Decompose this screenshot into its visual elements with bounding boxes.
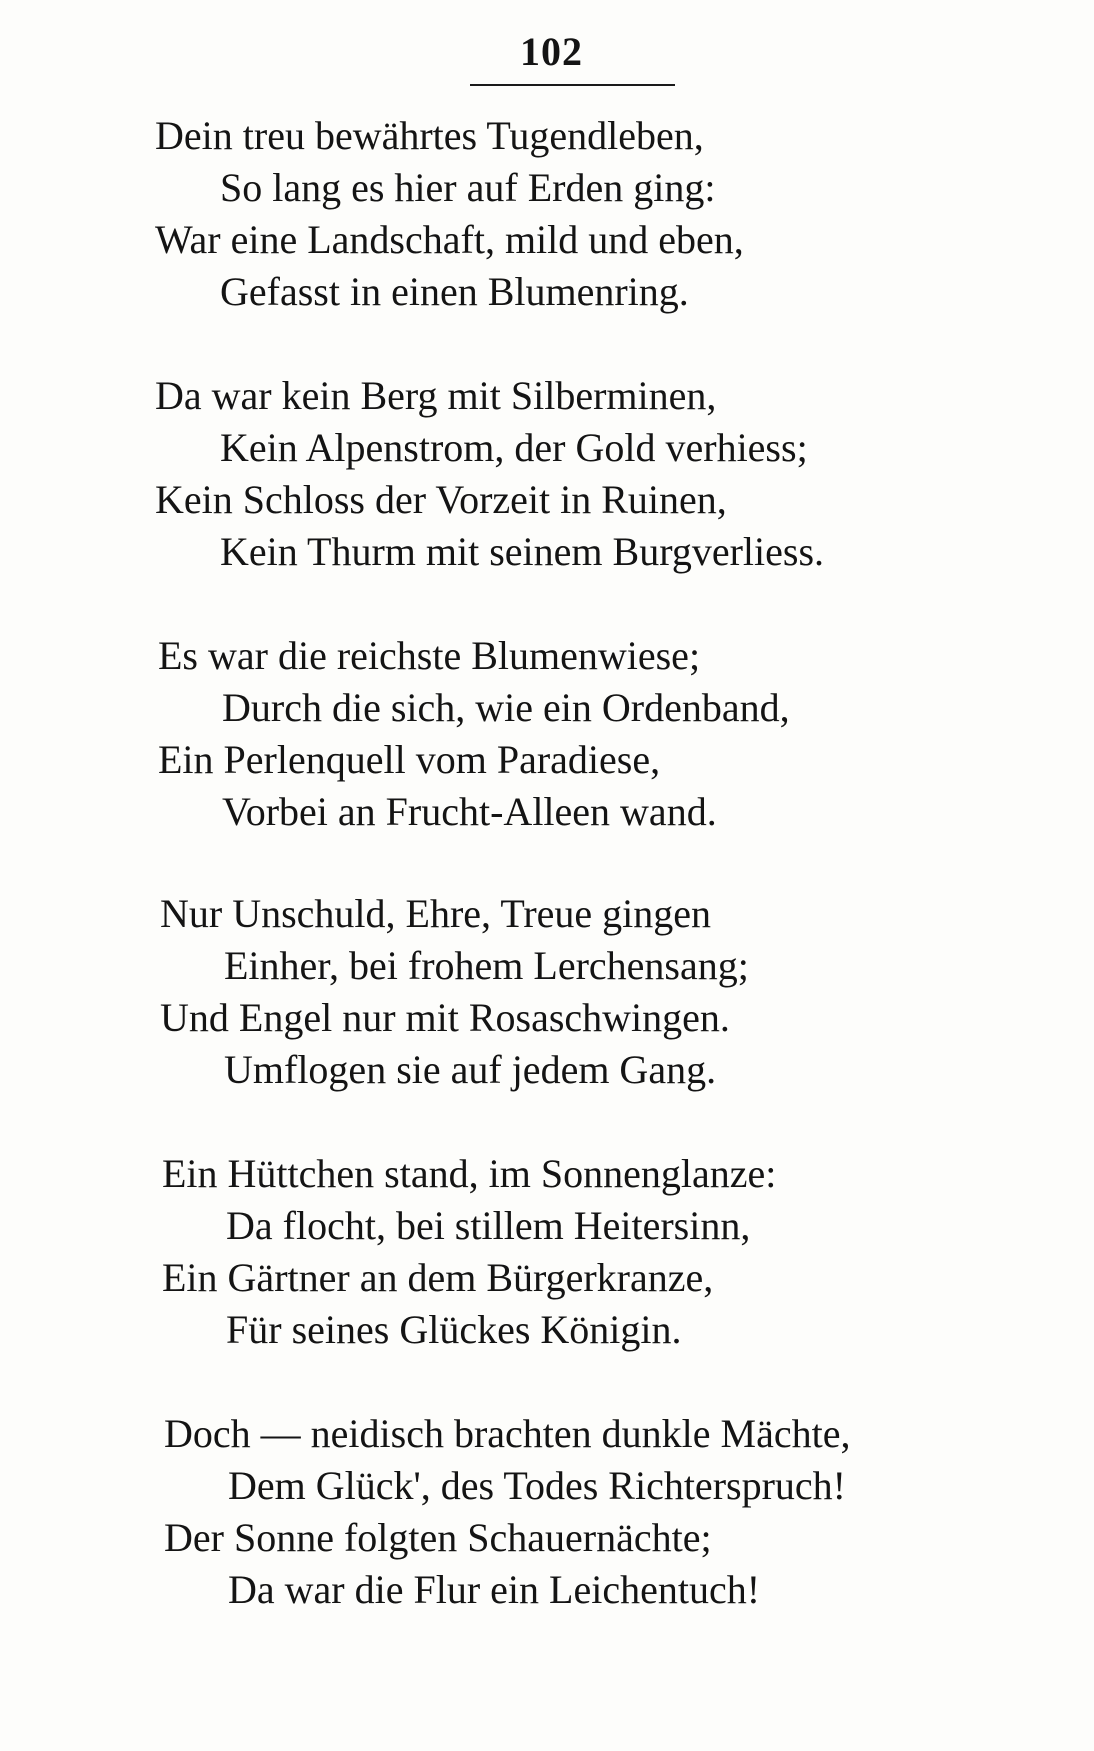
stanza-3-line-4: Vorbei an Frucht-Alleen wand. <box>222 789 717 834</box>
stanza-5-line-4: Für seines Glückes Königin. <box>226 1307 682 1352</box>
stanza-5-line-3: Ein Gärtner an dem Bürgerkranze, <box>162 1255 714 1300</box>
stanza-4-line-1: Nur Unschuld, Ehre, Treue gingen <box>160 891 712 936</box>
stanza-3-line-2: Durch die sich, wie ein Ordenband, <box>222 685 790 730</box>
stanza-2-line-1: Da war kein Berg mit Silberminen, <box>155 373 717 418</box>
stanza-1-line-4: Gefasst in einen Blumenring. <box>220 269 689 314</box>
header-rule <box>470 84 675 86</box>
stanza-6-line-1: Doch — neidisch brachten dunkle Mächte, <box>164 1411 851 1456</box>
stanza-1-line-3: War eine Landschaft, mild und eben, <box>155 217 744 262</box>
stanza-4-line-2: Einher, bei frohem Lerchensang; <box>224 943 749 988</box>
stanza-5-line-1: Ein Hüttchen stand, im Sonnenglanze: <box>162 1151 777 1196</box>
stanza-3-line-1: Es war die reichste Blumenwiese; <box>158 633 701 678</box>
stanza-6-line-3: Der Sonne folgten Schauernächte; <box>164 1515 712 1560</box>
stanza-4-line-3: Und Engel nur mit Rosaschwingen. <box>160 995 730 1040</box>
stanza-5-line-2: Da flocht, bei stillem Heitersinn, <box>226 1203 751 1248</box>
stanza-2-line-4: Kein Thurm mit seinem Burgverliess. <box>220 529 825 574</box>
stanza-2-line-3: Kein Schloss der Vorzeit in Ruinen, <box>155 477 727 522</box>
stanza-4-line-4: Umflogen sie auf jedem Gang. <box>224 1047 717 1092</box>
stanza-1-line-1: Dein treu bewährtes Tugendleben, <box>155 113 704 158</box>
page-number: 102 <box>520 29 583 74</box>
stanza-6-line-4: Da war die Flur ein Leichentuch! <box>228 1567 761 1612</box>
stanza-2-line-2: Kein Alpenstrom, der Gold verhiess; <box>220 425 808 470</box>
stanza-1-line-2: So lang es hier auf Erden ging: <box>220 165 716 210</box>
stanza-3-line-3: Ein Perlenquell vom Paradiese, <box>158 737 661 782</box>
stanza-6-line-2: Dem Glück', des Todes Richterspruch! <box>228 1463 846 1508</box>
